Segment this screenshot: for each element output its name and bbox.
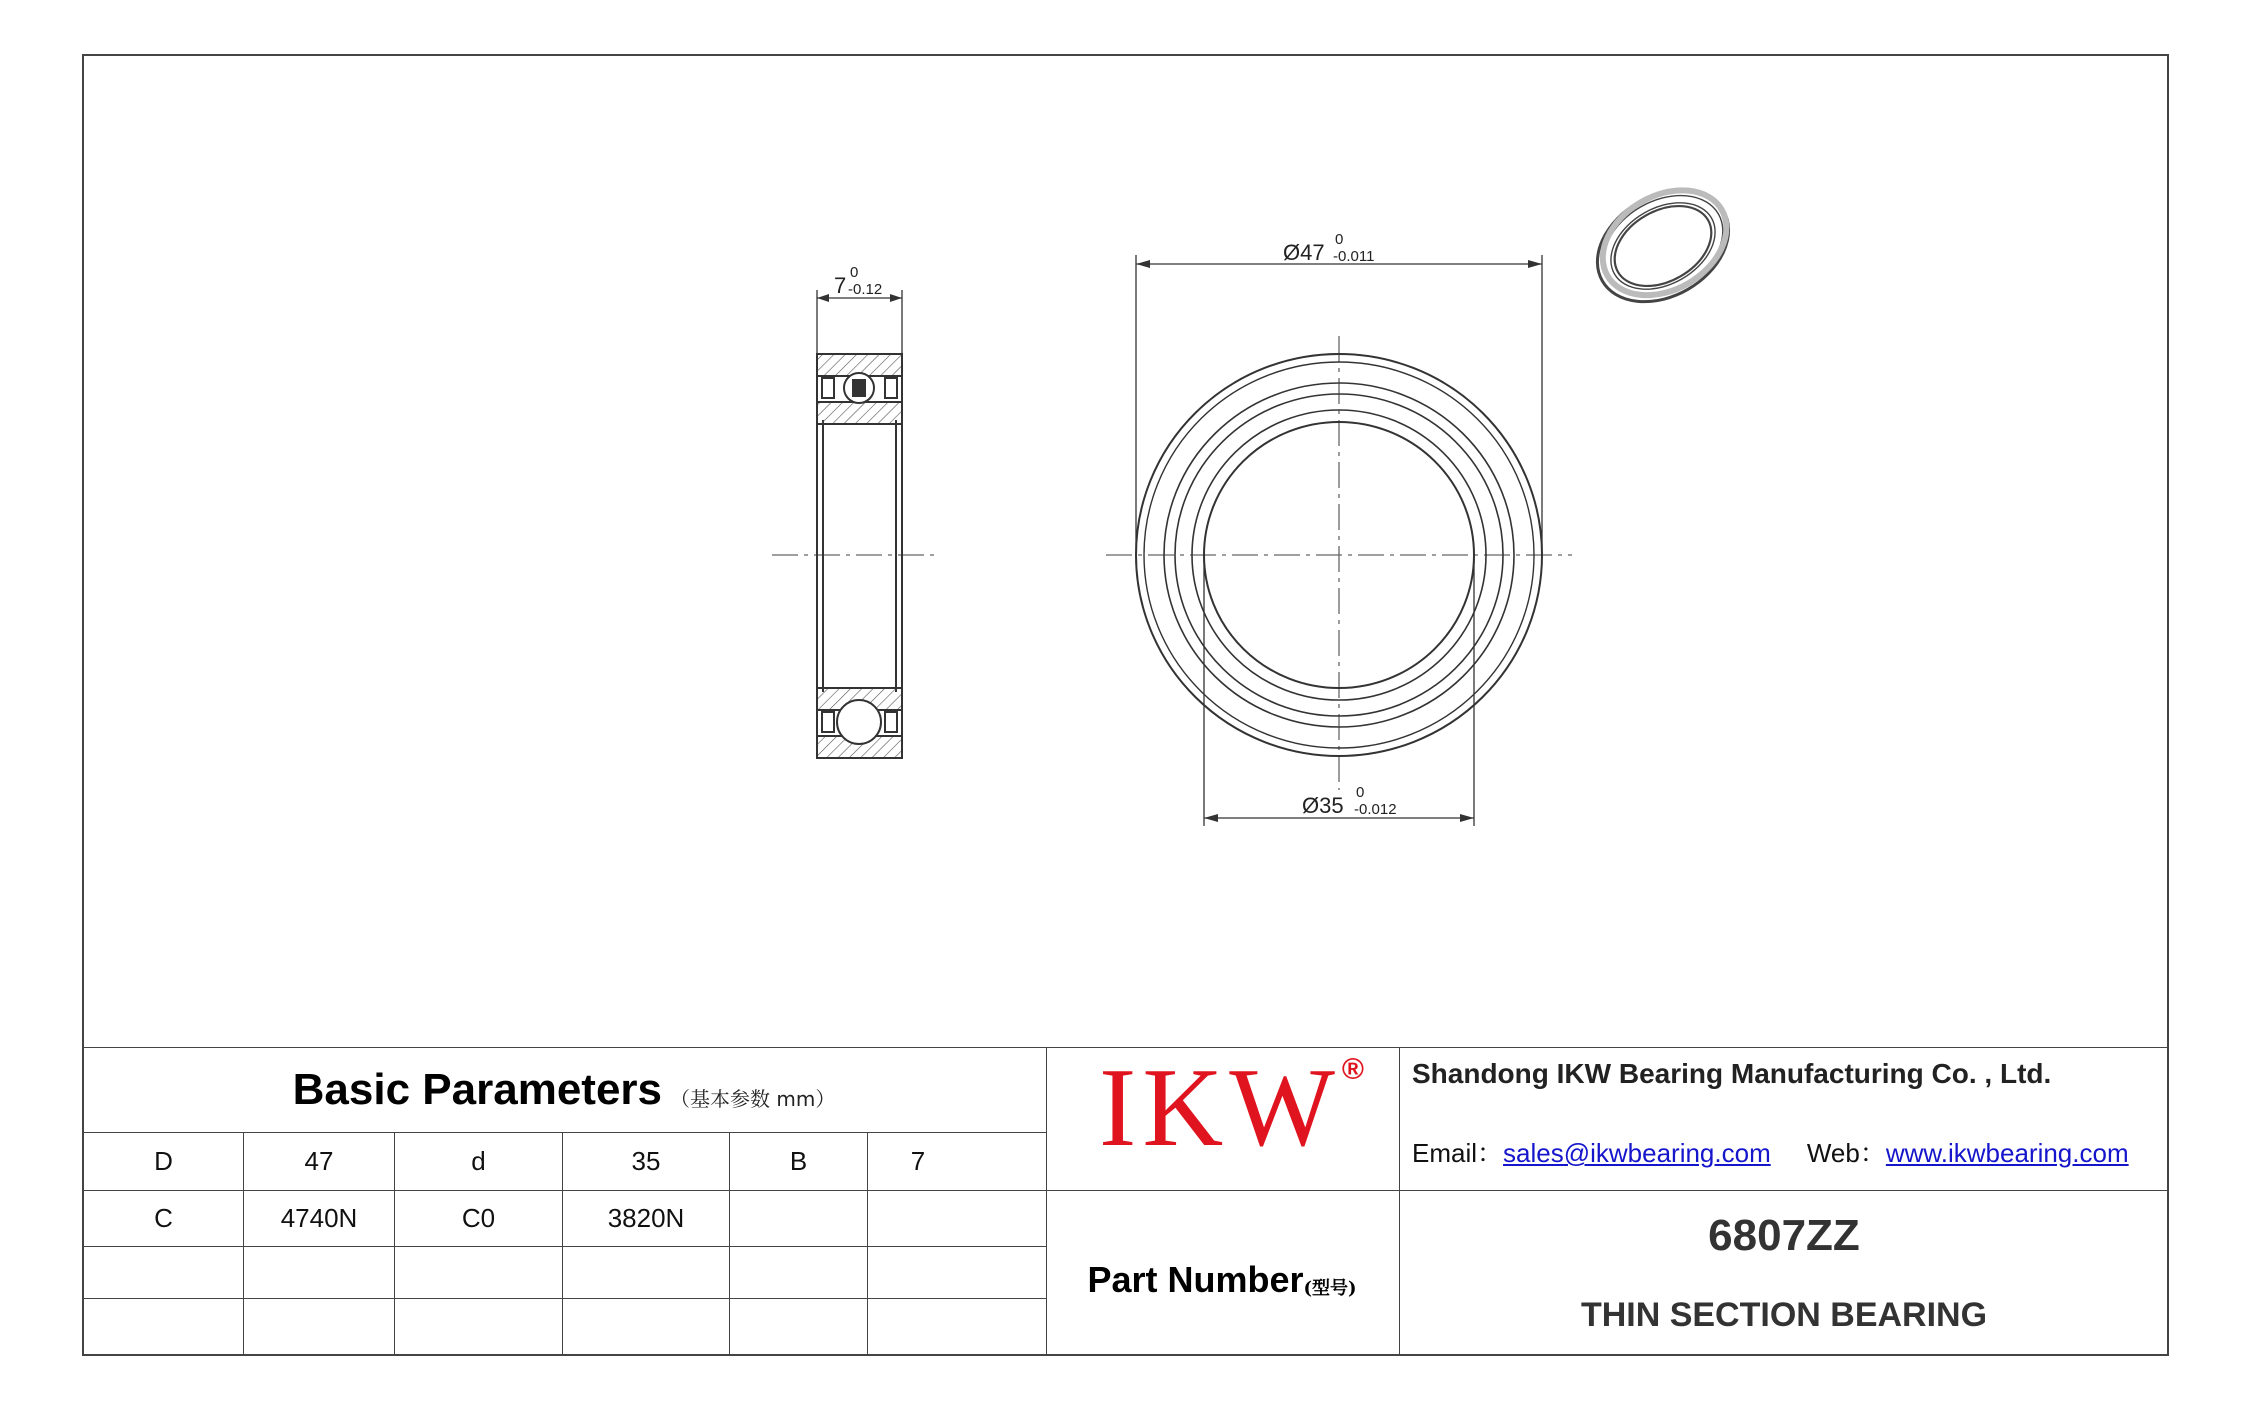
param-cell: 3820N: [607, 1203, 685, 1233]
param-cell: C: [154, 1203, 173, 1233]
param-cell: 4740N: [280, 1203, 358, 1233]
front-view: [1106, 255, 1572, 826]
part-number-title: Part Number: [1087, 1259, 1304, 1300]
email-link[interactable]: sales@ikwbearing.com: [1503, 1138, 1771, 1168]
outer-dim-upper: 0: [1335, 231, 1344, 248]
registered-mark: ®: [1341, 1053, 1364, 1086]
outer-dim-lower: -0.011: [1333, 248, 1375, 265]
ikw-logo: [1090, 1045, 1364, 1170]
inner-dim-nominal: Ø35: [1302, 793, 1344, 818]
width-dim-nominal: 7: [834, 273, 847, 298]
basic-parameters-heading: [84, 1050, 1044, 1130]
basic-parameters-title: Basic Parameters: [292, 1065, 663, 1114]
website-link[interactable]: www.ikwbearing.com: [1885, 1138, 2129, 1168]
web-label: Web：: [1806, 1138, 1886, 1168]
side-section-view: [772, 290, 940, 758]
part-number-subtitle: (型号): [1303, 1278, 1357, 1299]
email-label: Email：: [1412, 1138, 1504, 1168]
inner-dim-upper: 0: [1356, 784, 1365, 801]
params-row-line-4: [83, 1298, 1046, 1299]
param-cell: [868, 1191, 1046, 1246]
param-cell: C0: [461, 1203, 496, 1233]
contact-line: [1412, 1133, 2129, 1170]
part-number-label: [1046, 1200, 1398, 1360]
part-number-value: 6807ZZ: [1708, 1211, 1860, 1260]
inner-dim-lower: -0.012: [1354, 801, 1397, 818]
width-dim-upper: 0: [850, 264, 859, 281]
param-cell: B: [789, 1146, 808, 1176]
basic-parameters-unit: （基本参数 mm）: [670, 1086, 836, 1111]
part-description: THIN SECTION BEARING: [1580, 1295, 1988, 1334]
param-cell: d: [471, 1146, 486, 1176]
param-cell: D: [154, 1146, 173, 1176]
param-cell: 35: [631, 1146, 661, 1176]
logo-text: IKW: [1099, 1045, 1341, 1170]
param-cell: 47: [304, 1146, 334, 1176]
outer-dim-nominal: Ø47: [1283, 240, 1325, 265]
param-cell: [730, 1191, 867, 1246]
params-row-line-3: [83, 1246, 1046, 1247]
company-name: Shandong IKW Bearing Manufacturing Co. , Ltd.: [1412, 1058, 2052, 1089]
width-dim-lower: -0.12: [848, 281, 883, 298]
bearing-3d-thumbnail: [1577, 168, 1748, 325]
param-cell: 7: [910, 1146, 926, 1176]
